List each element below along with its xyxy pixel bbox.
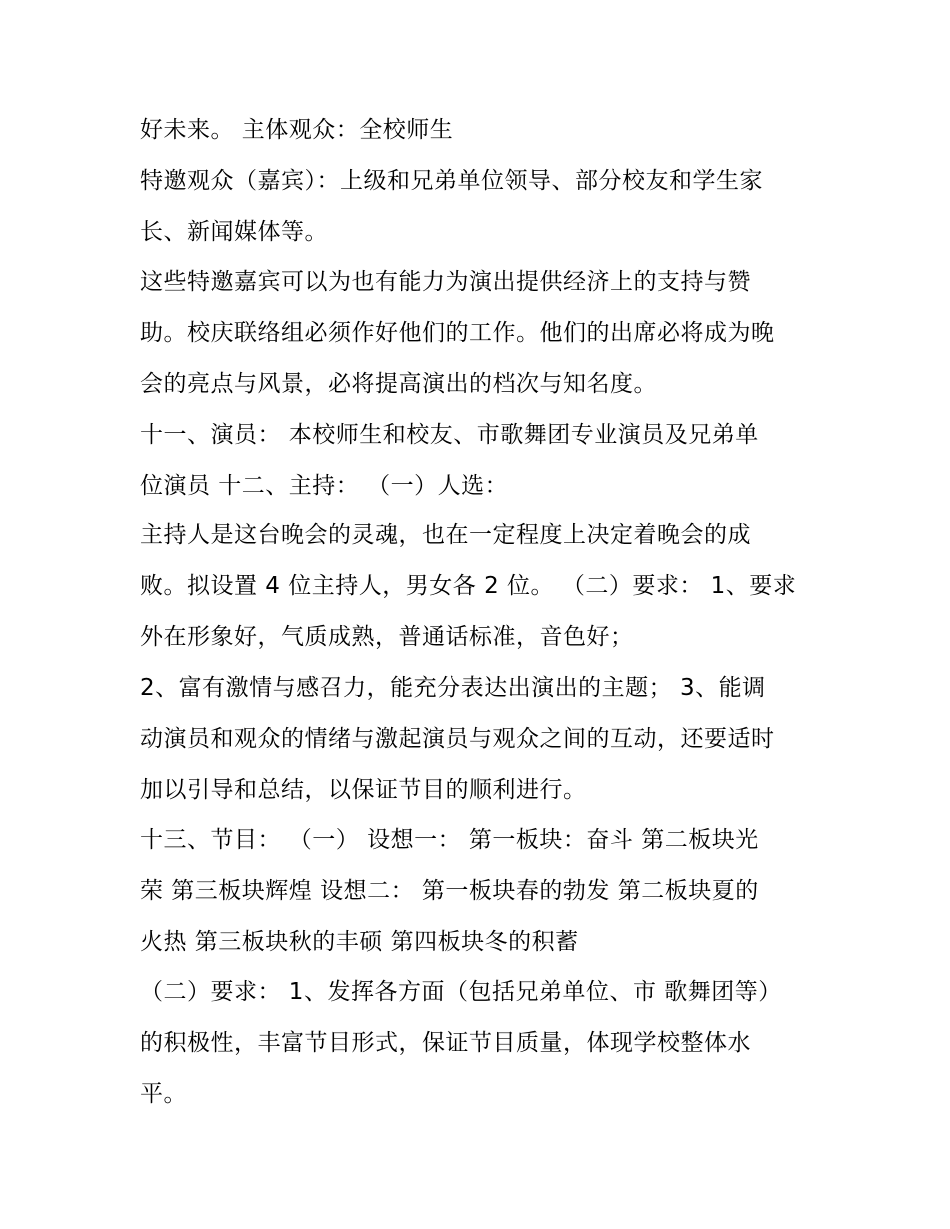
text-line-10: 败。拟设置 4 位主持人，男女各 2 位。 （二）要求： 1、要求: [140, 573, 797, 599]
text-line-20: 平。: [140, 1081, 187, 1107]
text-line-5: 助。校庆联络组必须作好他们的工作。他们的出席必将成为晚: [140, 320, 775, 346]
text-line-1: 好未来。 主体观众：全校师生: [140, 117, 454, 143]
text-line-11: 外在形象好，气质成熟，普通话标准，音色好；: [140, 624, 634, 650]
text-line-9: 主持人是这台晚会的灵魂，也在一定程度上决定着晚会的成: [140, 522, 751, 548]
text-line-3: 长、新闻媒体等。: [140, 219, 328, 245]
text-line-15: 十三、节目： （一） 设想一： 第一板块：奋斗 第二板块光: [140, 827, 759, 853]
text-line-18: （二）要求： 1、发挥各方面（包括兄弟单位、市 歌舞团等）: [140, 979, 782, 1005]
text-line-4: 这些特邀嘉宾可以为也有能力为演出提供经济上的支持与赞: [140, 269, 751, 295]
text-line-13: 动演员和观众的情绪与激起演员与观众之间的互动，还要适时: [140, 726, 775, 752]
text-line-7: 十一、演员： 本校师生和校友、市歌舞团专业演员及兄弟单: [140, 422, 759, 448]
text-line-17: 火热 第三板块秋的丰硕 第四板块冬的积蓄: [140, 929, 579, 955]
text-line-12: 2、富有激情与感召力，能充分表达出演出的主题； 3、能调: [140, 675, 766, 701]
text-line-19: 的积极性，丰富节目形式，保证节目质量，体现学校整体水: [140, 1030, 751, 1056]
text-line-16: 荣 第三板块辉煌 设想二： 第一板块春的勃发 第二板块夏的: [140, 878, 759, 904]
text-line-6: 会的亮点与风景，必将提高演出的档次与知名度。: [140, 371, 657, 397]
text-line-8: 位演员 十二、主持： （一）人选：: [140, 473, 509, 499]
text-line-2: 特邀观众（嘉宾）：上级和兄弟单位领导、部分校友和学生家: [140, 168, 763, 194]
text-line-14: 加以引导和总结，以保证节目的顺利进行。: [140, 777, 587, 803]
